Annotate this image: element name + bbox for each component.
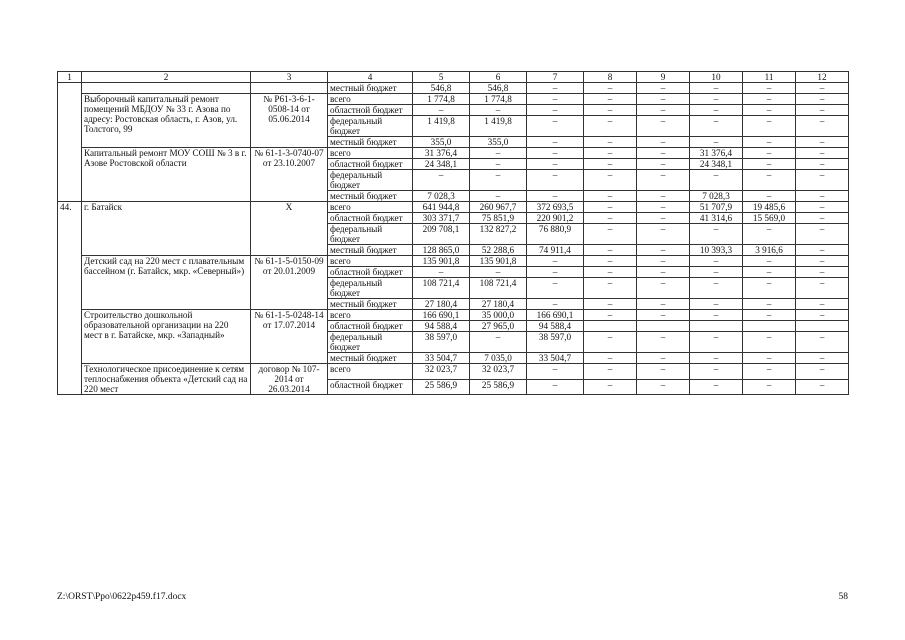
amount-cell: – (743, 116, 796, 137)
amount-cell: – (796, 353, 849, 364)
amount-cell: – (637, 191, 690, 202)
amount-cell: 303 371,7 (413, 213, 470, 224)
amount-cell: 220 901,2 (527, 213, 584, 224)
amount-cell: – (637, 116, 690, 137)
amount-cell: – (796, 245, 849, 256)
amount-cell: – (584, 310, 637, 321)
amount-cell: – (690, 379, 743, 395)
amount-cell: 24 348,1 (413, 159, 470, 170)
amount-cell: – (637, 256, 690, 267)
amount-cell: – (690, 105, 743, 116)
amount-cell: – (527, 379, 584, 395)
funding-source-cell: областной бюджет (328, 213, 413, 224)
amount-cell: – (413, 267, 470, 278)
amount-cell: – (690, 170, 743, 191)
table-row (58, 256, 849, 267)
amount-cell: – (584, 148, 637, 159)
document-ref-cell: договор № 107-2014 от 26.03.2014 (251, 364, 328, 395)
amount-cell: – (527, 159, 584, 170)
amount-cell: – (637, 202, 690, 213)
row-number-cell: 44. (58, 202, 82, 395)
amount-cell: – (470, 267, 527, 278)
amount-cell: – (584, 94, 637, 105)
amount-cell: – (796, 379, 849, 395)
funding-source-cell: областной бюджет (328, 267, 413, 278)
amount-cell: 27 180,4 (470, 299, 527, 310)
amount-cell: 7 028,3 (690, 191, 743, 202)
object-name-cell (82, 83, 251, 94)
amount-cell: – (637, 364, 690, 380)
amount-cell: 135 901,8 (413, 256, 470, 267)
amount-cell: 355,0 (413, 137, 470, 148)
amount-cell: – (527, 170, 584, 191)
amount-cell: – (584, 137, 637, 148)
amount-cell: 27 965,0 (470, 321, 527, 332)
funding-source-cell: федеральный бюджет (328, 170, 413, 191)
amount-cell: – (527, 83, 584, 94)
amount-cell: – (796, 105, 849, 116)
amount-cell: 7 035,0 (470, 353, 527, 364)
amount-cell: – (690, 224, 743, 245)
amount-cell: 38 597,0 (413, 332, 470, 353)
amount-cell: – (584, 213, 637, 224)
column-header: 1 (58, 72, 82, 83)
funding-source-cell: областной бюджет (328, 105, 413, 116)
table-row (58, 94, 849, 105)
amount-cell: – (637, 310, 690, 321)
funding-source-cell: всего (328, 256, 413, 267)
funding-source-cell: всего (328, 148, 413, 159)
funding-source-cell: федеральный бюджет (328, 278, 413, 299)
amount-cell: 108 721,4 (413, 278, 470, 299)
amount-cell: – (796, 332, 849, 353)
amount-cell: – (584, 83, 637, 94)
amount-cell: – (413, 170, 470, 191)
amount-cell: 3 916,6 (743, 245, 796, 256)
amount-cell: – (796, 83, 849, 94)
amount-cell: 641 944,8 (413, 202, 470, 213)
table-row (58, 364, 849, 380)
amount-cell: – (796, 191, 849, 202)
amount-cell: – (690, 278, 743, 299)
row-number-cell (58, 83, 82, 202)
amount-cell (796, 321, 849, 332)
amount-cell: – (637, 159, 690, 170)
amount-cell: 1 774,8 (413, 94, 470, 105)
funding-source-cell: федеральный бюджет (328, 224, 413, 245)
column-header: 2 (82, 72, 251, 83)
amount-cell: – (690, 332, 743, 353)
amount-cell: – (796, 148, 849, 159)
amount-cell: – (527, 191, 584, 202)
amount-cell: – (584, 299, 637, 310)
header-row (58, 72, 849, 83)
amount-cell: – (637, 224, 690, 245)
amount-cell: – (637, 148, 690, 159)
amount-cell: 33 504,7 (413, 353, 470, 364)
amount-cell (690, 321, 743, 332)
amount-cell: 32 023,7 (413, 364, 470, 380)
amount-cell: – (413, 105, 470, 116)
amount-cell: – (584, 353, 637, 364)
funding-source-cell: местный бюджет (328, 245, 413, 256)
amount-cell: – (690, 353, 743, 364)
amount-cell: – (796, 202, 849, 213)
amount-cell: – (470, 332, 527, 353)
amount-cell: – (470, 159, 527, 170)
amount-cell: – (637, 299, 690, 310)
amount-cell: 1 419,8 (470, 116, 527, 137)
amount-cell: 27 180,4 (413, 299, 470, 310)
amount-cell: – (637, 332, 690, 353)
funding-source-cell: всего (328, 94, 413, 105)
object-name-cell: Капитальный ремонт МОУ СОШ № 3 в г. Азове Ростовской области (82, 148, 251, 202)
amount-cell: – (637, 213, 690, 224)
amount-cell (743, 321, 796, 332)
amount-cell: 94 588,4 (413, 321, 470, 332)
table-row (58, 148, 849, 159)
amount-cell: – (527, 116, 584, 137)
amount-cell: – (584, 332, 637, 353)
funding-source-cell: всего (328, 310, 413, 321)
amount-cell: – (637, 170, 690, 191)
column-header: 6 (470, 72, 527, 83)
amount-cell: – (796, 94, 849, 105)
amount-cell: – (796, 137, 849, 148)
amount-cell: 1 419,8 (413, 116, 470, 137)
amount-cell: 51 707,9 (690, 202, 743, 213)
amount-cell: – (743, 148, 796, 159)
amount-cell: – (584, 278, 637, 299)
amount-cell: – (743, 364, 796, 380)
amount-cell: – (527, 299, 584, 310)
document-ref-cell (251, 83, 328, 94)
amount-cell: – (584, 224, 637, 245)
amount-cell: 372 693,5 (527, 202, 584, 213)
amount-cell: 35 000,0 (470, 310, 527, 321)
object-name-cell: Строительство дошкольной образовательной организации на 220 мест в г. Батайске, мкр. «Западный» (82, 310, 251, 364)
table-row (58, 202, 849, 213)
amount-cell: – (690, 299, 743, 310)
column-header: 8 (584, 72, 637, 83)
column-header: 3 (251, 72, 328, 83)
amount-cell: – (584, 191, 637, 202)
amount-cell: – (584, 116, 637, 137)
amount-cell: – (743, 267, 796, 278)
amount-cell: – (584, 105, 637, 116)
amount-cell: – (743, 170, 796, 191)
amount-cell: – (796, 213, 849, 224)
amount-cell: 260 967,7 (470, 202, 527, 213)
document-ref-cell: № Р61-3-6-1-0508-14 от 05.06.2014 (251, 94, 328, 148)
amount-cell: 166 690,1 (527, 310, 584, 321)
amount-cell: – (796, 159, 849, 170)
document-ref-cell: Х (251, 202, 328, 256)
funding-source-cell: федеральный бюджет (328, 116, 413, 137)
amount-cell: – (637, 137, 690, 148)
amount-cell: – (743, 310, 796, 321)
document-ref-cell: № 61-1-5-0150-09 от 20.01.2009 (251, 256, 328, 310)
amount-cell: – (743, 224, 796, 245)
amount-cell: 15 569,0 (743, 213, 796, 224)
amount-cell: – (743, 353, 796, 364)
amount-cell: – (584, 245, 637, 256)
document-path: Z:\ORST\Ppo\0622p459.f17.docx (57, 592, 187, 602)
funding-source-cell: областной бюджет (328, 379, 413, 395)
amount-cell: – (637, 353, 690, 364)
amount-cell: – (527, 256, 584, 267)
amount-cell: 546,8 (413, 83, 470, 94)
amount-cell: 33 504,7 (527, 353, 584, 364)
document-ref-cell: № 61-1-3-0740-07 от 23.10.2007 (251, 148, 328, 202)
budget-table (57, 71, 849, 395)
amount-cell: – (743, 159, 796, 170)
amount-cell: 546,8 (470, 83, 527, 94)
column-header: 10 (690, 72, 743, 83)
amount-cell: – (584, 267, 637, 278)
amount-cell: – (637, 105, 690, 116)
funding-source-cell: местный бюджет (328, 83, 413, 94)
amount-cell: 355,0 (470, 137, 527, 148)
column-header: 5 (413, 72, 470, 83)
amount-cell: – (743, 332, 796, 353)
amount-cell: 94 588,4 (527, 321, 584, 332)
amount-cell: 209 708,1 (413, 224, 470, 245)
amount-cell: – (584, 202, 637, 213)
amount-cell: – (637, 267, 690, 278)
funding-source-cell: областной бюджет (328, 159, 413, 170)
amount-cell: 75 851,9 (470, 213, 527, 224)
amount-cell: 38 597,0 (527, 332, 584, 353)
funding-source-cell: местный бюджет (328, 299, 413, 310)
amount-cell: – (743, 379, 796, 395)
amount-cell: – (796, 364, 849, 380)
amount-cell: 10 393,3 (690, 245, 743, 256)
amount-cell: – (743, 256, 796, 267)
amount-cell: – (470, 148, 527, 159)
amount-cell: – (690, 83, 743, 94)
amount-cell: – (637, 245, 690, 256)
funding-source-cell: всего (328, 364, 413, 380)
amount-cell: – (743, 191, 796, 202)
table-row (58, 83, 849, 94)
amount-cell: – (796, 256, 849, 267)
amount-cell: 25 586,9 (470, 379, 527, 395)
amount-cell: 24 348,1 (690, 159, 743, 170)
amount-cell: – (796, 224, 849, 245)
column-header: 4 (328, 72, 413, 83)
funding-source-cell: всего (328, 202, 413, 213)
amount-cell: – (527, 105, 584, 116)
amount-cell: – (527, 137, 584, 148)
amount-cell: – (527, 148, 584, 159)
amount-cell: 32 023,7 (470, 364, 527, 380)
amount-cell: – (743, 105, 796, 116)
amount-cell: – (796, 267, 849, 278)
amount-cell: – (796, 310, 849, 321)
amount-cell: 74 911,4 (527, 245, 584, 256)
amount-cell: – (690, 116, 743, 137)
amount-cell: 1 774,8 (470, 94, 527, 105)
amount-cell: 7 028,3 (413, 191, 470, 202)
funding-source-cell: областной бюджет (328, 321, 413, 332)
document-ref-cell: № 61-1-5-0248-14 от 17.07.2014 (251, 310, 328, 364)
funding-source-cell: местный бюджет (328, 353, 413, 364)
column-header: 7 (527, 72, 584, 83)
amount-cell: – (470, 105, 527, 116)
amount-cell: – (743, 83, 796, 94)
amount-cell: – (743, 299, 796, 310)
amount-cell: – (743, 137, 796, 148)
amount-cell: 108 721,4 (470, 278, 527, 299)
amount-cell: 166 690,1 (413, 310, 470, 321)
amount-cell: – (690, 267, 743, 278)
object-name-cell: Выборочный капитальный ремонт помещений МБДОУ № 33 г. Азова по адресу: Ростовская область, г. Азов, ул. Толстого, 99 (82, 94, 251, 148)
amount-cell: – (637, 83, 690, 94)
amount-cell: – (796, 170, 849, 191)
amount-cell: – (527, 267, 584, 278)
amount-cell (584, 321, 637, 332)
amount-cell: – (690, 94, 743, 105)
amount-cell: 128 865,0 (413, 245, 470, 256)
amount-cell: – (796, 116, 849, 137)
amount-cell: – (690, 256, 743, 267)
amount-cell: – (584, 159, 637, 170)
amount-cell: 19 485,6 (743, 202, 796, 213)
amount-cell: 25 586,9 (413, 379, 470, 395)
amount-cell: – (584, 364, 637, 380)
amount-cell: – (584, 256, 637, 267)
amount-cell: – (743, 278, 796, 299)
amount-cell: – (527, 364, 584, 380)
amount-cell: – (527, 94, 584, 105)
amount-cell: – (690, 310, 743, 321)
amount-cell: – (584, 379, 637, 395)
column-header: 9 (637, 72, 690, 83)
amount-cell: 135 901,8 (470, 256, 527, 267)
amount-cell (637, 321, 690, 332)
amount-cell: – (470, 170, 527, 191)
page-number: 58 (838, 592, 848, 602)
amount-cell: – (637, 379, 690, 395)
funding-source-cell: местный бюджет (328, 137, 413, 148)
column-header: 12 (796, 72, 849, 83)
amount-cell: 52 288,6 (470, 245, 527, 256)
amount-cell: – (743, 94, 796, 105)
object-name-cell: Технологическое присоединение к сетям теплоснабжения объекта «Детский сад на 220 мест (82, 364, 251, 395)
amount-cell: – (637, 94, 690, 105)
table-row (58, 310, 849, 321)
amount-cell: – (527, 278, 584, 299)
column-header: 11 (743, 72, 796, 83)
amount-cell: 31 376,4 (690, 148, 743, 159)
funding-source-cell: федеральный бюджет (328, 332, 413, 353)
amount-cell: – (584, 170, 637, 191)
amount-cell: – (796, 278, 849, 299)
amount-cell: 41 314,6 (690, 213, 743, 224)
amount-cell: – (690, 137, 743, 148)
amount-cell: – (637, 278, 690, 299)
funding-source-cell: местный бюджет (328, 191, 413, 202)
amount-cell: – (470, 191, 527, 202)
amount-cell: 31 376,4 (413, 148, 470, 159)
amount-cell: – (690, 364, 743, 380)
object-name-cell: г. Батайск (82, 202, 251, 256)
amount-cell: – (796, 299, 849, 310)
object-name-cell: Детский сад на 220 мест с плавательным бассейном (г. Батайск, мкр. «Северный») (82, 256, 251, 310)
amount-cell: 76 880,9 (527, 224, 584, 245)
amount-cell: 132 827,2 (470, 224, 527, 245)
